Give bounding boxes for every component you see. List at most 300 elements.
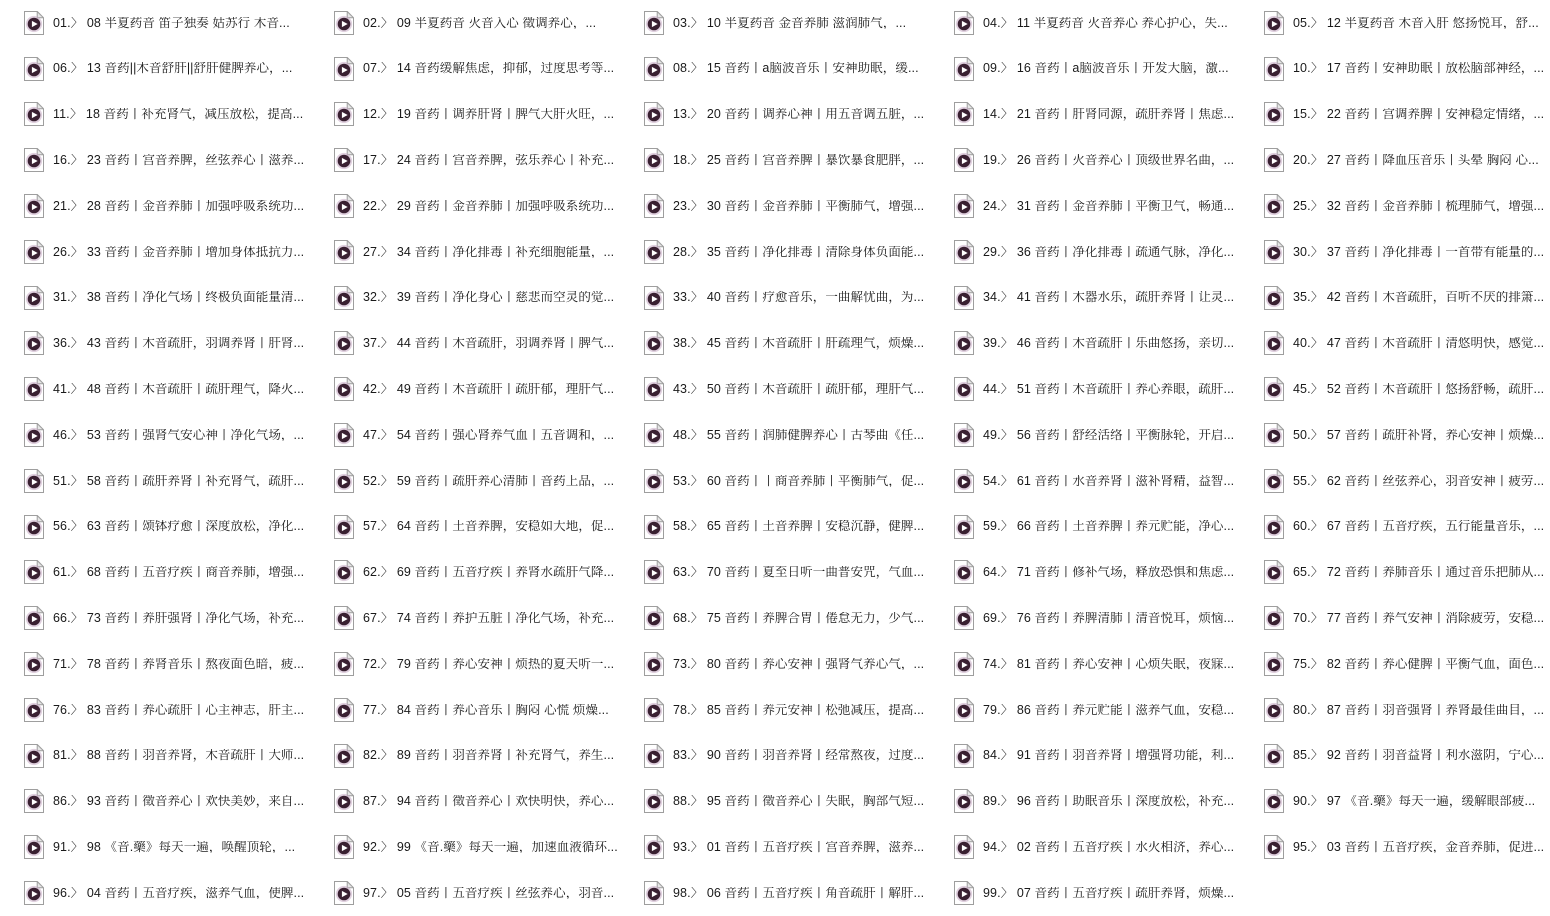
media-file-icon (24, 331, 44, 355)
media-file-icon (24, 423, 44, 447)
media-file-icon (644, 744, 664, 768)
file-item[interactable] (310, 687, 620, 733)
media-file-icon (334, 789, 354, 813)
file-fold-corner (37, 698, 43, 704)
media-file-icon (334, 469, 354, 493)
file-fold-corner (347, 515, 353, 521)
file-fold-corner (347, 607, 353, 613)
file-item[interactable] (620, 550, 930, 596)
file-item[interactable] (1240, 46, 1550, 92)
media-file-icon (1264, 194, 1284, 218)
file-item[interactable] (1240, 183, 1550, 229)
file-label: 73.〉 80 音药丨养心安神丨强肾气养心气，... (673, 657, 925, 671)
file-label: 76.〉 83 音药丨养心疏肝丨心主神志，肝主... (53, 703, 305, 717)
file-item[interactable] (0, 137, 310, 183)
file-item[interactable] (0, 46, 310, 92)
file-item[interactable] (620, 137, 930, 183)
file-item[interactable] (620, 229, 930, 275)
file-label: 82.〉 89 音药丨羽音养肾丨补充肾气，养生... (363, 749, 615, 762)
file-item[interactable] (0, 687, 310, 733)
file-label: 84.〉 91 音药丨羽音养肾丨增强肾功能，利... (983, 749, 1235, 762)
file-item[interactable] (930, 229, 1240, 275)
file-item[interactable] (0, 504, 310, 550)
file-item[interactable] (310, 366, 620, 412)
file-label: 85.〉 92 音药丨羽音益肾丨利水滋阴，宁心... (1293, 749, 1545, 762)
file-label: 33.〉 40 音药丨疗愈音乐，一曲解忧曲，为... (673, 291, 925, 304)
file-item[interactable] (0, 458, 310, 504)
file-item[interactable] (310, 870, 620, 916)
file-label: 19.〉 26 音药丨火音养心丨顶级世界名曲，... (983, 154, 1235, 167)
media-file-icon (334, 560, 354, 584)
file-fold-corner (347, 149, 353, 155)
file-item[interactable] (1240, 412, 1550, 458)
file-fold-corner (967, 286, 973, 292)
file-fold-corner (657, 653, 663, 659)
file-label: 03.〉 10 半夏药音 金音养肺 滋润肺气，... (673, 16, 907, 30)
file-fold-corner (657, 561, 663, 567)
file-item[interactable] (620, 0, 930, 46)
media-file-icon (644, 606, 664, 630)
file-item[interactable] (930, 870, 1240, 916)
file-fold-corner (657, 424, 663, 430)
file-fold-corner (1277, 469, 1283, 475)
file-label: 29.〉 36 音药丨净化排毒丨疏通气脉，净化... (983, 245, 1235, 259)
file-fold-corner (967, 195, 973, 201)
file-fold-corner (657, 744, 663, 750)
file-fold-corner (37, 469, 43, 475)
file-fold-corner (37, 424, 43, 430)
file-label: 55.〉 62 音药丨丝弦养心，羽音安神丨疲劳... (1293, 474, 1545, 488)
media-file-icon (954, 148, 974, 172)
file-item[interactable] (930, 504, 1240, 550)
file-fold-corner (347, 57, 353, 63)
file-label: 01.〉 08 半夏药音 笛子独奏 姑苏行 木音... (53, 16, 290, 30)
media-file-icon (644, 652, 664, 676)
file-fold-corner (1277, 607, 1283, 613)
file-fold-corner (967, 744, 973, 750)
media-file-icon (334, 881, 354, 905)
media-file-icon (1264, 423, 1284, 447)
file-fold-corner (347, 698, 353, 704)
file-fold-corner (37, 882, 43, 888)
file-item[interactable] (1240, 824, 1550, 870)
media-file-icon (644, 286, 664, 310)
file-item[interactable] (930, 641, 1240, 687)
file-item[interactable] (0, 824, 310, 870)
media-file-icon (24, 286, 44, 310)
media-file-icon (644, 835, 664, 859)
media-file-icon (334, 194, 354, 218)
media-file-icon (24, 515, 44, 539)
file-item[interactable] (620, 321, 930, 367)
media-file-icon (1264, 560, 1284, 584)
file-item[interactable] (930, 458, 1240, 504)
file-fold-corner (967, 882, 973, 888)
media-file-icon (1264, 744, 1284, 768)
file-item[interactable] (310, 504, 620, 550)
file-fold-corner (657, 195, 663, 201)
file-item[interactable] (1240, 779, 1550, 825)
file-fold-corner (657, 469, 663, 475)
file-item[interactable] (930, 321, 1240, 367)
file-item[interactable] (1240, 504, 1550, 550)
file-fold-corner (657, 332, 663, 338)
media-file-icon (334, 102, 354, 126)
file-item[interactable] (620, 183, 930, 229)
file-item[interactable] (0, 550, 310, 596)
media-file-icon (24, 881, 44, 905)
file-item[interactable] (1240, 0, 1550, 46)
file-fold-corner (1277, 240, 1283, 246)
media-file-icon (334, 11, 354, 35)
file-item[interactable] (620, 687, 930, 733)
file-item[interactable] (310, 183, 620, 229)
media-file-icon (644, 240, 664, 264)
media-file-icon (24, 240, 44, 264)
media-file-icon (1264, 57, 1284, 81)
file-fold-corner (1277, 195, 1283, 201)
file-item[interactable] (1240, 458, 1550, 504)
file-fold-corner (967, 378, 973, 384)
file-fold-corner (37, 149, 43, 155)
file-item[interactable] (310, 229, 620, 275)
file-item[interactable] (0, 779, 310, 825)
file-label: 49.〉 56 音药丨舒经活络丨平衡脉轮，开启... (983, 428, 1235, 442)
file-fold-corner (967, 561, 973, 567)
file-fold-corner (1277, 836, 1283, 842)
file-label: 64.〉 71 音药丨修补气场，释放恐惧和焦虑... (983, 566, 1235, 579)
media-file-icon (644, 11, 664, 35)
file-item[interactable] (0, 321, 310, 367)
file-item[interactable] (310, 733, 620, 779)
file-item[interactable] (620, 779, 930, 825)
media-file-icon (644, 423, 664, 447)
file-fold-corner (347, 286, 353, 292)
file-label: 21.〉 28 音药丨金音养肺丨加强呼吸系统功... (53, 199, 305, 213)
file-label: 35.〉 42 音药丨木音疏肝，百听不厌的排箫... (1293, 291, 1545, 304)
media-file-icon (644, 377, 664, 401)
file-item[interactable] (930, 92, 1240, 138)
file-item[interactable] (1240, 733, 1550, 779)
file-fold-corner (37, 836, 43, 842)
file-label: 52.〉 59 音药丨疏肝养心清肺丨音药上品，... (363, 474, 615, 488)
file-item[interactable] (0, 366, 310, 412)
file-label: 91.〉 98 《音.藥》每天一遍，唤醒顶轮，... (53, 840, 296, 854)
file-fold-corner (657, 836, 663, 842)
file-fold-corner (657, 882, 663, 888)
file-item[interactable] (310, 137, 620, 183)
file-label: 50.〉 57 音药丨疏肝补肾，养心安神丨烦燥... (1293, 428, 1545, 442)
file-label: 32.〉 39 音药丨净化身心丨慈悲而空灵的觉... (363, 291, 615, 304)
file-fold-corner (37, 57, 43, 63)
file-label: 51.〉 58 音药丨疏肝养肾丨补充肾气，疏肝... (53, 474, 305, 488)
file-label: 24.〉 31 音药丨金音养肺丨平衡卫气，畅通... (983, 199, 1235, 213)
file-fold-corner (967, 515, 973, 521)
media-file-icon (24, 560, 44, 584)
file-fold-corner (1277, 286, 1283, 292)
file-fold-corner (347, 744, 353, 750)
media-file-icon (1264, 11, 1284, 35)
file-fold-corner (967, 240, 973, 246)
file-item[interactable] (310, 824, 620, 870)
file-label: 48.〉 55 音药丨润肺健脾养心丨古琴曲《任... (673, 428, 925, 442)
file-fold-corner (37, 561, 43, 567)
media-file-icon (954, 286, 974, 310)
media-file-icon (24, 57, 44, 81)
file-item[interactable] (0, 595, 310, 641)
file-item[interactable] (620, 366, 930, 412)
file-label: 18.〉 25 音药丨宫音养脾丨暴饮暴食肥胖，... (673, 154, 925, 167)
file-item[interactable] (0, 0, 310, 46)
file-item[interactable] (310, 641, 620, 687)
file-label: 94.〉 02 音药丨五音疗疾丨水火相济，养心... (983, 840, 1235, 854)
file-fold-corner (347, 561, 353, 567)
file-item[interactable] (930, 137, 1240, 183)
file-fold-corner (347, 653, 353, 659)
file-fold-corner (967, 57, 973, 63)
file-label: 10.〉 17 音药丨安神助眠丨放松脑部神经，... (1293, 62, 1545, 75)
file-fold-corner (347, 11, 353, 17)
media-file-icon (1264, 652, 1284, 676)
file-item[interactable] (620, 870, 930, 916)
media-file-icon (644, 194, 664, 218)
media-file-icon (24, 698, 44, 722)
file-fold-corner (1277, 515, 1283, 521)
file-item[interactable] (1240, 137, 1550, 183)
file-item[interactable] (1240, 229, 1550, 275)
media-file-icon (954, 102, 974, 126)
file-label: 47.〉 54 音药丨强心肾养气血丨五音调和，... (363, 428, 615, 442)
media-file-icon (24, 102, 44, 126)
file-label: 28.〉 35 音药丨净化排毒丨清除身体负面能... (673, 245, 925, 259)
file-item[interactable] (930, 595, 1240, 641)
file-item[interactable] (620, 733, 930, 779)
file-label: 15.〉 22 音药丨宫调养脾丨安神稳定情绪，... (1293, 108, 1545, 121)
file-item[interactable] (930, 824, 1240, 870)
file-label: 42.〉 49 音药丨木音疏肝丨疏肝郁，理肝气... (363, 383, 615, 396)
file-item[interactable] (0, 870, 310, 916)
media-file-icon (954, 377, 974, 401)
file-item[interactable] (930, 412, 1240, 458)
media-file-icon (24, 377, 44, 401)
media-file-icon (954, 331, 974, 355)
file-label: 88.〉 95 音药丨徵音养心丨失眠，胸部气短... (673, 795, 925, 808)
media-file-icon (24, 744, 44, 768)
file-label: 66.〉 73 音药丨养肝强肾丨净化气场，补充... (53, 612, 305, 625)
file-fold-corner (1277, 332, 1283, 338)
file-item[interactable] (0, 92, 310, 138)
file-item[interactable] (0, 412, 310, 458)
file-item[interactable] (930, 275, 1240, 321)
media-file-icon (334, 331, 354, 355)
file-item[interactable] (1240, 321, 1550, 367)
file-item[interactable] (620, 824, 930, 870)
file-label: 90.〉 97 《音.藥》每天一遍，缓解眼部疲... (1293, 795, 1536, 808)
file-item[interactable] (310, 0, 620, 46)
file-fold-corner (1277, 103, 1283, 109)
file-item[interactable] (1240, 687, 1550, 733)
file-label: 89.〉 96 音药丨助眠音乐丨深度放松，补充... (983, 795, 1235, 808)
file-label: 27.〉 34 音药丨净化排毒丨补充细胞能量，... (363, 245, 615, 259)
file-label: 46.〉 53 音药丨强肾气安心神丨净化气场，... (53, 428, 305, 442)
media-file-icon (1264, 102, 1284, 126)
file-item[interactable] (930, 183, 1240, 229)
file-item[interactable] (310, 595, 620, 641)
media-file-icon (954, 652, 974, 676)
file-fold-corner (1277, 378, 1283, 384)
file-fold-corner (1277, 561, 1283, 567)
file-label: 43.〉 50 音药丨木音疏肝丨疏肝郁，理肝气... (673, 383, 925, 396)
media-file-icon (1264, 469, 1284, 493)
file-fold-corner (347, 469, 353, 475)
file-label: 06.〉 13 音药||木音舒肝||舒肝健脾养心，... (53, 62, 293, 75)
file-fold-corner (967, 790, 973, 796)
file-item[interactable] (1240, 641, 1550, 687)
file-item[interactable] (1240, 595, 1550, 641)
file-label: 99.〉 07 音药丨五音疗疾丨疏肝养肾，烦燥... (983, 886, 1235, 900)
file-fold-corner (347, 240, 353, 246)
file-fold-corner (657, 240, 663, 246)
file-item[interactable] (310, 550, 620, 596)
file-item[interactable] (0, 275, 310, 321)
file-fold-corner (657, 790, 663, 796)
file-label: 16.〉 23 音药丨宫音养脾，丝弦养心丨滋养... (53, 154, 305, 167)
file-label: 59.〉 66 音药丨土音养脾丨养元贮能，净心... (983, 520, 1235, 533)
media-file-icon (644, 331, 664, 355)
file-label: 98.〉 06 音药丨五音疗疾丨角音疏肝丨解肝... (673, 886, 925, 900)
file-item[interactable] (930, 687, 1240, 733)
file-label: 53.〉 60 音药丨丨商音养肺丨平衡肺气，促... (673, 474, 925, 488)
file-item[interactable] (930, 0, 1240, 46)
media-file-icon (954, 423, 974, 447)
file-fold-corner (37, 515, 43, 521)
file-label: 05.〉 12 半夏药音 木音入肝 悠扬悦耳，舒... (1293, 16, 1539, 30)
file-label: 87.〉 94 音药丨徵音养心丨欢快明快，养心... (363, 795, 615, 808)
file-fold-corner (1277, 149, 1283, 155)
file-label: 11.〉 18 音药丨补充肾气，减压放松，提高... (53, 108, 304, 121)
file-item[interactable] (620, 641, 930, 687)
file-item[interactable] (1240, 92, 1550, 138)
file-fold-corner (967, 836, 973, 842)
file-item[interactable] (930, 779, 1240, 825)
file-fold-corner (657, 11, 663, 17)
file-item[interactable] (0, 733, 310, 779)
file-fold-corner (37, 744, 43, 750)
file-item[interactable] (930, 733, 1240, 779)
media-file-icon (1264, 331, 1284, 355)
file-fold-corner (967, 469, 973, 475)
file-fold-corner (1277, 653, 1283, 659)
media-file-icon (954, 11, 974, 35)
file-fold-corner (347, 790, 353, 796)
file-label: 69.〉 76 音药丨养脾清肺丨清音悦耳，烦恼... (983, 612, 1235, 625)
file-item[interactable] (620, 92, 930, 138)
file-item[interactable] (1240, 366, 1550, 412)
file-label: 31.〉 38 音药丨净化气场丨终极负面能量清... (53, 291, 305, 304)
file-label: 57.〉 64 音药丨土音养脾，安稳如大地，促... (363, 520, 615, 533)
file-item[interactable] (310, 275, 620, 321)
file-item[interactable] (1240, 275, 1550, 321)
media-file-icon (644, 789, 664, 813)
file-fold-corner (37, 332, 43, 338)
file-fold-corner (967, 424, 973, 430)
media-file-icon (954, 560, 974, 584)
file-fold-corner (657, 378, 663, 384)
file-label: 39.〉 46 音药丨木音疏肝丨乐曲悠扬，亲切... (983, 337, 1235, 350)
file-item[interactable] (620, 46, 930, 92)
media-file-icon (24, 469, 44, 493)
file-item[interactable] (620, 504, 930, 550)
file-fold-corner (967, 698, 973, 704)
file-item[interactable] (930, 550, 1240, 596)
file-label: 78.〉 85 音药丨养元安神丨松弛减压，提高... (673, 703, 925, 717)
file-label: 12.〉 19 音药丨调养肝肾丨脾气大肝火旺，... (363, 108, 615, 121)
media-file-icon (1264, 377, 1284, 401)
media-file-icon (644, 560, 664, 584)
media-file-icon (1264, 515, 1284, 539)
file-label: 56.〉 63 音药丨颂钵疗愈丨深度放松，净化... (53, 520, 305, 533)
file-fold-corner (1277, 744, 1283, 750)
media-file-icon (954, 606, 974, 630)
file-fold-corner (347, 195, 353, 201)
file-fold-corner (37, 103, 43, 109)
file-item[interactable] (310, 46, 620, 92)
file-item[interactable] (1240, 550, 1550, 596)
file-item[interactable] (930, 366, 1240, 412)
file-label: 63.〉 70 音药丨夏至日听一曲普安咒，气血... (673, 566, 925, 579)
file-label: 36.〉 43 音药丨木音疏肝，羽调养肾丨肝肾... (53, 337, 305, 350)
media-file-icon (334, 240, 354, 264)
file-item[interactable] (310, 321, 620, 367)
file-item[interactable] (620, 275, 930, 321)
file-label: 17.〉 24 音药丨宫音养脾，弦乐养心丨补充... (363, 154, 615, 167)
file-fold-corner (1277, 698, 1283, 704)
file-fold-corner (1277, 11, 1283, 17)
media-file-icon (24, 11, 44, 35)
file-item[interactable] (310, 92, 620, 138)
file-item[interactable] (310, 779, 620, 825)
file-item[interactable] (0, 183, 310, 229)
file-item[interactable] (620, 458, 930, 504)
file-fold-corner (37, 286, 43, 292)
file-item[interactable] (310, 412, 620, 458)
file-item[interactable] (620, 595, 930, 641)
media-file-icon (954, 744, 974, 768)
file-label: 80.〉 87 音药丨羽音强肾丨养肾最佳曲目，... (1293, 703, 1545, 717)
file-label: 96.〉 04 音药丨五音疗疾，滋养气血，使脾... (53, 886, 305, 900)
file-item[interactable] (310, 458, 620, 504)
media-file-icon (334, 744, 354, 768)
media-file-icon (954, 194, 974, 218)
media-file-icon (1264, 835, 1284, 859)
file-item[interactable] (0, 641, 310, 687)
file-label: 41.〉 48 音药丨木音疏肝丨疏肝理气，降火... (53, 383, 305, 396)
media-file-icon (644, 469, 664, 493)
file-fold-corner (967, 332, 973, 338)
file-item[interactable] (930, 46, 1240, 92)
file-item[interactable] (620, 412, 930, 458)
media-file-icon (334, 606, 354, 630)
media-file-icon (24, 606, 44, 630)
file-fold-corner (657, 149, 663, 155)
media-file-icon (1264, 789, 1284, 813)
media-file-icon (24, 652, 44, 676)
file-item[interactable] (0, 229, 310, 275)
media-file-icon (644, 881, 664, 905)
media-file-icon (954, 469, 974, 493)
file-fold-corner (967, 11, 973, 17)
file-label: 72.〉 79 音药丨养心安神丨烦热的夏天听一... (363, 657, 615, 671)
